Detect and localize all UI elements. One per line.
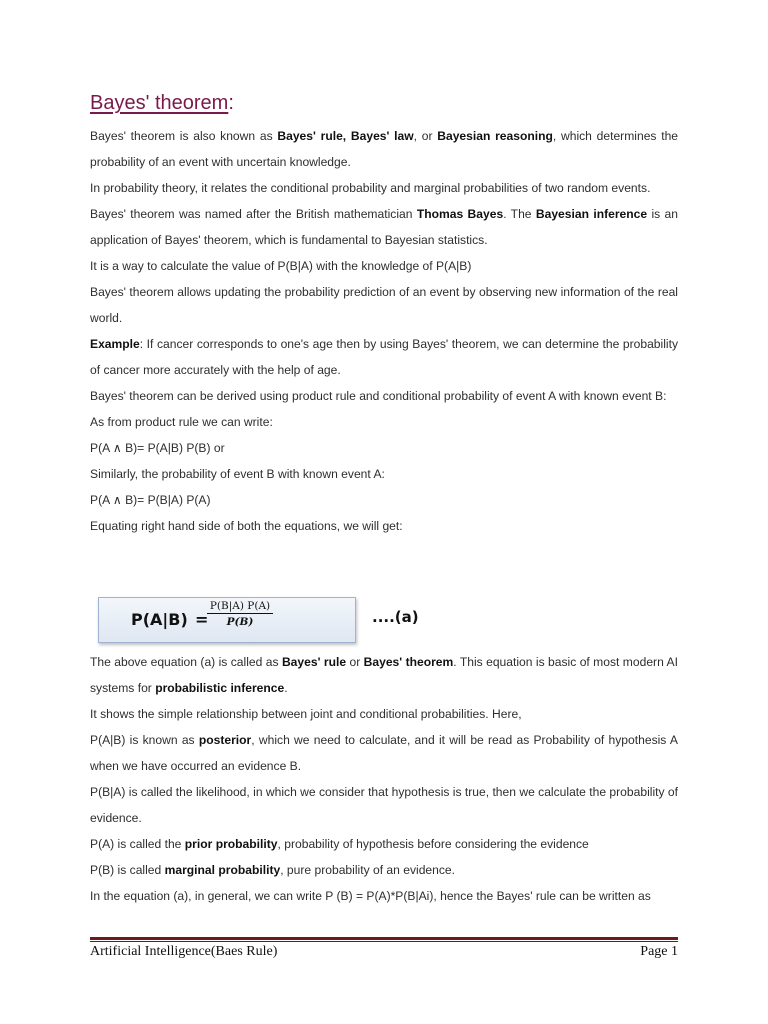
equation-box: [98, 597, 356, 643]
text-run: is an application of Bayes' theorem, which is fundamental to Bayesian statistics.: [90, 207, 678, 247]
bold-term: Bayesian inference: [535, 207, 648, 221]
text-run: , probability of hypothesis before considering the evidence: [277, 837, 589, 851]
text-run: P(B) is called: [90, 863, 165, 877]
text-run: . The: [503, 207, 536, 221]
formula-line: P(A ∧ B)= P(B|A) P(A): [90, 493, 211, 507]
bold-term: Bayes' theorem: [363, 655, 454, 669]
title-colon: :: [228, 92, 234, 114]
text-run: , which determines the probability of an event with uncertain knowledge.: [90, 129, 679, 169]
text-run: The above equation (a) is called as: [90, 655, 282, 669]
equation-label: ....(a): [372, 608, 419, 626]
footer-divider: [90, 937, 678, 940]
paragraph: [90, 727, 678, 779]
text-run: or: [346, 655, 364, 669]
paragraph: Similarly, the probability of event B with known event A:: [90, 467, 385, 481]
text-run: Bayes' theorem is also known as: [90, 129, 278, 143]
bold-term: Thomas Bayes: [416, 207, 504, 221]
paragraph: As from product rule we can write:: [90, 415, 273, 429]
bold-term: probabilistic inference: [155, 681, 285, 695]
paragraph: In the equation (a), in general, we can write P (B) = P(A)*P(B|Ai), hence the Bayes' rule can be written as: [90, 889, 651, 903]
document-body: [90, 123, 678, 539]
page-title: [90, 92, 234, 115]
paragraph: [90, 649, 678, 701]
bold-term: Bayesian reasoning: [437, 129, 553, 143]
paragraph: It shows the simple relationship between joint and conditional probabilities. Here,: [90, 707, 522, 721]
text-run: . This equation is basic of most modern AI systems for: [90, 655, 678, 695]
text-run: P(A|B) is known as: [90, 733, 199, 747]
text-run: .: [284, 681, 288, 695]
paragraph: P(B|A) is called the likelihood, in which we consider that hypothesis is true, then we calculate the probability of evidence.: [90, 785, 678, 825]
page-number: Page 1: [640, 944, 678, 959]
bold-term: Bayes' rule: [281, 655, 347, 669]
text-run: P(A) is called the: [90, 837, 185, 851]
bold-term: Bayes' rule, Bayes' law: [277, 129, 414, 143]
bold-term: marginal probability: [164, 863, 281, 877]
bold-term: Example: [90, 337, 140, 351]
paragraph: Bayes' theorem allows updating the probability prediction of an event by observing new information of the real world.: [90, 285, 678, 325]
text-run: , pure probability of an evidence.: [280, 863, 456, 877]
bold-term: posterior: [198, 733, 252, 747]
equation-fraction: [207, 600, 273, 628]
equation-equals: =: [195, 610, 209, 629]
text-run: Bayes' theorem was named after the British mathematician: [90, 207, 417, 221]
bold-term: prior probability: [184, 837, 278, 851]
equation-numerator: P(B|A) P(A): [207, 600, 273, 614]
paragraph: [90, 123, 678, 175]
equation-denominator: P(B): [226, 616, 254, 628]
text-run: , which we need to calculate, and it will be read as Probability of hypothesis A when we have occurred an evidence B.: [90, 733, 678, 773]
document-body-continued: [90, 649, 678, 909]
title-text: Bayes' theorem: [90, 92, 229, 114]
formula-line: P(A ∧ B)= P(A|B) P(B) or: [90, 441, 225, 455]
paragraph: It is a way to calculate the value of P(B|A) with the knowledge of P(A|B): [90, 259, 472, 273]
paragraph: Bayes' theorem can be derived using product rule and conditional probability of event A with known event B:: [90, 389, 667, 403]
paragraph: In probability theory, it relates the conditional probability and marginal probabilities of two random events.: [90, 181, 651, 195]
footer-divider-thin: [90, 941, 678, 942]
footer-title: Artificial Intelligence(Baes Rule): [90, 944, 278, 959]
paragraph: [90, 331, 678, 383]
paragraph: [90, 857, 678, 883]
paragraph: Equating right hand side of both the equations, we will get:: [90, 519, 403, 533]
text-run: , or: [413, 129, 438, 143]
equation-lhs: P(A|B): [131, 610, 188, 629]
paragraph: [90, 831, 678, 857]
paragraph: [90, 201, 678, 253]
text-run: : If cancer corresponds to one's age then by using Bayes' theorem, we can determine the probability of cancer more accurately with the help of age.: [90, 337, 678, 377]
